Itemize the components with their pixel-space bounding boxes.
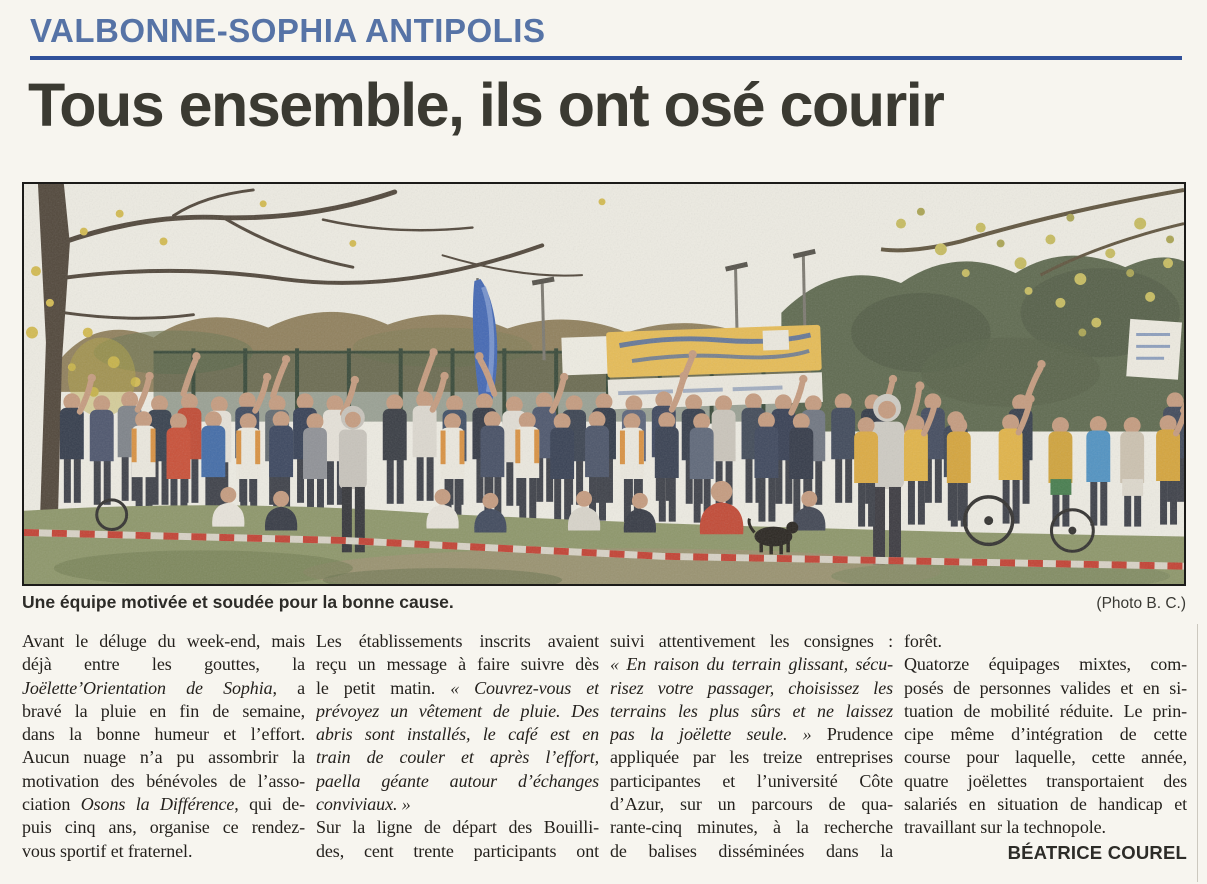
- article-column: [904, 630, 1187, 864]
- text-line: train de couler et après l’effort,: [316, 747, 599, 768]
- byline: BÉATRICE COUREL: [1007, 841, 1187, 863]
- photo-illustration: [24, 184, 1184, 584]
- article-column: [22, 630, 305, 864]
- text-line: vous sportif et fraternel.: [22, 840, 193, 861]
- photo-caption: Une équipe motivée et soudée pour la bonne cause.: [22, 592, 454, 612]
- text-line: d’Azur, sur un parcours de qua-: [610, 794, 893, 815]
- article-column: [316, 630, 599, 864]
- text-line: appliquée par les treize entreprises: [610, 747, 893, 768]
- section-rule: [30, 56, 1182, 60]
- text-line: course pour laquelle, cette année,: [904, 747, 1187, 768]
- text-line: « En raison du terrain glissant, sécu-: [610, 654, 893, 675]
- text-line: rante-cinq minutes, à la recherche: [610, 817, 893, 838]
- text-line: Sur la ligne de départ des Bouilli-: [316, 817, 599, 838]
- article-column: [610, 630, 893, 864]
- text-line: cipe même d’intégration de cette: [904, 724, 1187, 745]
- article-body: [22, 630, 1186, 864]
- column-edge-rule: [1197, 624, 1198, 882]
- text-line: conviviaux. »: [316, 794, 411, 815]
- text-line: Quatorze équipages mixtes, com-: [904, 654, 1187, 675]
- text-line: risez votre passager, choisissez les: [610, 677, 893, 698]
- text-line: puis cinq ans, organise ce rendez-: [22, 817, 305, 838]
- text-line: de balises disséminées dans la: [610, 840, 893, 861]
- newsprint-grain: [24, 184, 1184, 584]
- section-header: VALBONNE-SOPHIA ANTIPOLIS: [30, 12, 546, 49]
- headline: Tous ensemble, ils ont osé courir: [28, 71, 944, 139]
- text-line: motivation des bénévoles de l’asso-: [22, 770, 305, 791]
- text-line: déjà entre les gouttes, la: [22, 654, 305, 675]
- article-photo: [22, 182, 1186, 586]
- text-line: pas la joëlette seule. » Prudence: [610, 724, 893, 745]
- photo-credit: (Photo B. C.): [1096, 595, 1186, 612]
- text-line: Avant le déluge du week-end, mais: [22, 631, 305, 651]
- text-line: terrains les plus sûrs et ne laissez: [610, 700, 893, 721]
- text-line: le petit matin. « Couvrez-vous et: [316, 677, 599, 698]
- text-line: des, cent trente participants ont: [316, 840, 599, 861]
- text-line: participantes et l’université Côte: [610, 770, 893, 791]
- text-line: Joëlette’Orientation de Sophia, a: [22, 677, 305, 698]
- caption-row: [22, 592, 1186, 613]
- text-line: paella géante autour d’échanges: [316, 770, 599, 791]
- text-line: salariés en situation de handicap et: [904, 794, 1187, 815]
- text-line: Les établissements inscrits avaient: [316, 631, 599, 651]
- text-line: reçu un message à faire suivre dès: [316, 654, 599, 675]
- text-line: tuation de mobilité réduite. Le prin-: [904, 700, 1187, 721]
- text-line: prévoyez un vêtement de pluie. Des: [316, 700, 599, 721]
- text-line: forêt.: [904, 631, 942, 651]
- text-line: Aucun nuage n’a pu assombrir la: [22, 747, 305, 768]
- text-line: posés de personnes valides et en si-: [904, 677, 1187, 698]
- text-line: bravé la pluie en fin de semaine,: [22, 700, 305, 721]
- text-line: ciation Osons la Différence, qui de-: [22, 794, 305, 815]
- text-line: abris sont installés, le café est en: [316, 724, 599, 745]
- text-line: quatre joëlettes transportaient des: [904, 770, 1187, 791]
- text-line: travaillant sur la technopole.: [904, 817, 1106, 838]
- text-line: suivi attentivement les consignes :: [610, 631, 893, 651]
- text-line: dans la bonne humeur et l’effort.: [22, 724, 305, 745]
